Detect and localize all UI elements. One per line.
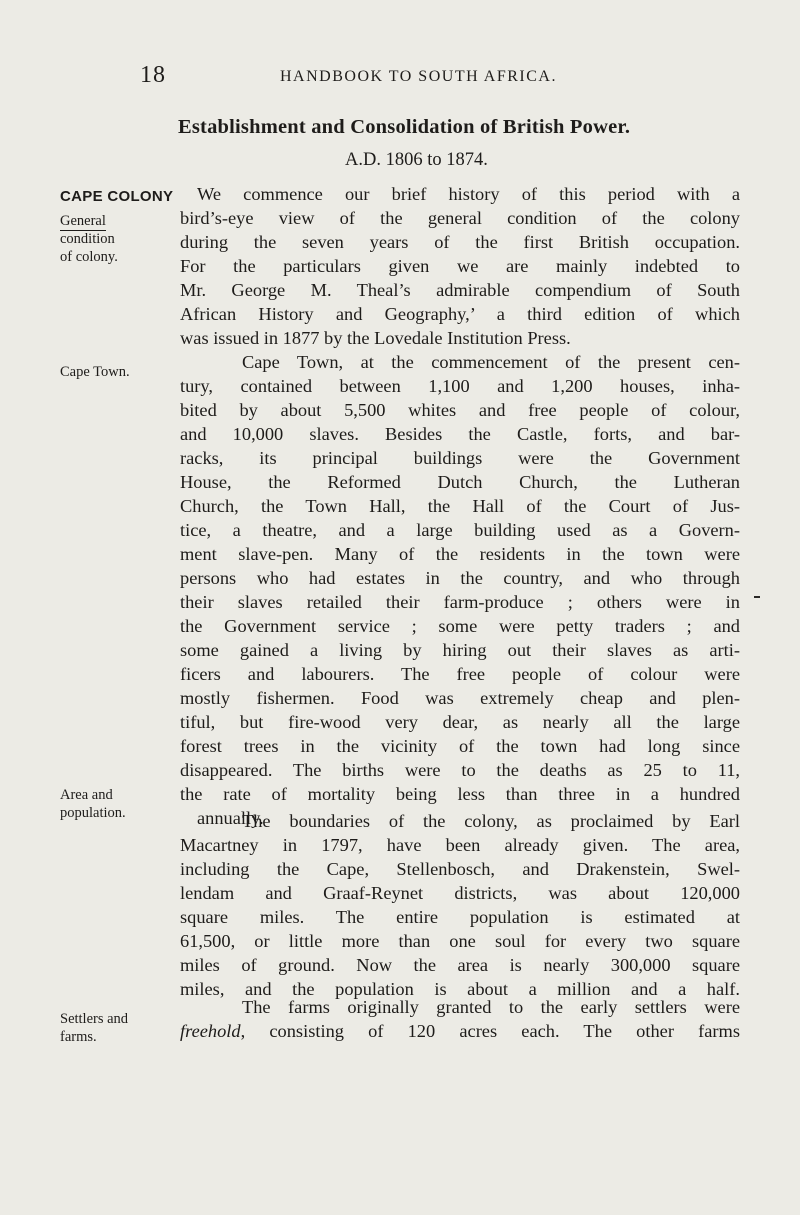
text-line: 61,500, or little more than one soul for every two square	[180, 931, 740, 951]
running-head	[0, 62, 800, 88]
text-line: The boundaries of the colony, as proclaimed by Earl	[242, 811, 740, 831]
text-line: forest trees in the vicinity of the town had long since	[180, 736, 740, 756]
text-line: miles of ground. Now the area is nearly 300,000 square	[180, 955, 740, 975]
text-line: House, the Reformed Dutch Church, the Lutheran	[180, 472, 740, 492]
paragraph-cape-town	[180, 350, 740, 830]
text-line: African History and Geography,’ a third edition of which	[180, 304, 740, 324]
text-line: tice, a theatre, and a large building used as a Govern-	[180, 520, 740, 540]
chapter-date-range: A.D. 1806 to 1874.	[345, 150, 488, 170]
ink-speck	[754, 596, 760, 598]
text-line: and 10,000 slaves. Besides the Castle, forts, and bar-	[180, 424, 740, 444]
text-line: during the seven years of the first British occupation.	[180, 232, 740, 252]
text-line: mostly fishermen. Food was extremely cheap and plen-	[180, 688, 740, 708]
margin-note-line: Area and	[60, 787, 113, 803]
text-line: the Government service ; some were petty traders ; and	[180, 616, 740, 636]
text-line: For the particulars given we are mainly indebted to	[180, 256, 740, 276]
margin-note-line: General	[60, 213, 106, 229]
text-line: We commence our brief history of this period with a	[197, 184, 740, 204]
text-line: square miles. The entire population is estimated at	[180, 907, 740, 927]
text-line: including the Cape, Stellenbosch, and Drakenstein, Swel-	[180, 859, 740, 879]
margin-note-line: Settlers and	[60, 1011, 129, 1027]
margin-note-general-condition	[60, 212, 160, 266]
text-line: Church, the Town Hall, the Hall of the Court of Jus-	[180, 496, 740, 516]
text-line: bited by about 5,500 whites and free people of colour,	[180, 400, 740, 420]
text-line: Mr. George M. Theal’s admirable compendium of South	[180, 280, 740, 300]
text-line: disappeared. The births were to the deaths as 25 to 11,	[180, 760, 740, 780]
margin-note-line: Cape Town.	[60, 364, 130, 380]
text-line: the rate of mortality being less than three in a hundred	[180, 784, 740, 804]
text-line: tury, contained between 1,100 and 1,200 houses, inha-	[180, 376, 740, 396]
text-line: The farms originally granted to the early settlers were	[242, 997, 740, 1017]
text-line: ment slave-pen. Many of the residents in the town were	[180, 544, 740, 564]
margin-note-cape-town	[60, 363, 160, 381]
text-line: persons who had estates in the country, and who through	[180, 568, 740, 588]
margin-note-line: population.	[60, 805, 126, 821]
margin-note-area-population	[60, 786, 160, 822]
margin-note-line: condition	[60, 231, 115, 247]
text-line: racks, its principal buildings were the Government	[180, 448, 740, 468]
chapter-title: Establishment and Consolidation of British Power.	[178, 116, 631, 138]
text-line: some gained a living by hiring out their slaves as arti-	[180, 640, 740, 660]
text-line: annually.	[197, 808, 264, 828]
text-line-rest: , consisting of 120 acres each. The other farms	[240, 1021, 740, 1041]
text-line: lendam and Graaf-Reynet districts, was about 120,000	[180, 883, 740, 903]
margin-note-line: farms.	[60, 1029, 97, 1045]
text-line: bird’s-eye view of the general condition of the colony	[180, 208, 740, 228]
paragraph-settlers-farms	[180, 995, 740, 1043]
text-line: was issued in 1877 by the Lovedale Institution Press.	[180, 328, 571, 348]
text-line: ficers and labourers. The free people of colour were	[180, 664, 740, 684]
text-line: Macartney in 1797, have been already given. The area,	[180, 835, 740, 855]
text-line-with-italic	[180, 1019, 740, 1043]
margin-section-head: CAPE COLONY	[60, 188, 174, 205]
text-line: miles, and the population is about a million and a half.	[180, 979, 740, 999]
text-line: their slaves retailed their farm-produce ; others were in	[180, 592, 740, 612]
margin-note-line: of colony.	[60, 249, 118, 265]
text-line: Cape Town, at the commencement of the present cen-	[242, 352, 740, 372]
paragraph-general-condition	[180, 182, 740, 350]
margin-note-settlers-farms	[60, 1010, 160, 1046]
text-line: tiful, but fire-wood very dear, as nearly all the large	[180, 712, 740, 732]
page-number: 18	[140, 62, 166, 88]
italic-word: freehold	[180, 1021, 241, 1041]
running-head-title: HANDBOOK TO SOUTH AFRICA.	[280, 68, 557, 85]
